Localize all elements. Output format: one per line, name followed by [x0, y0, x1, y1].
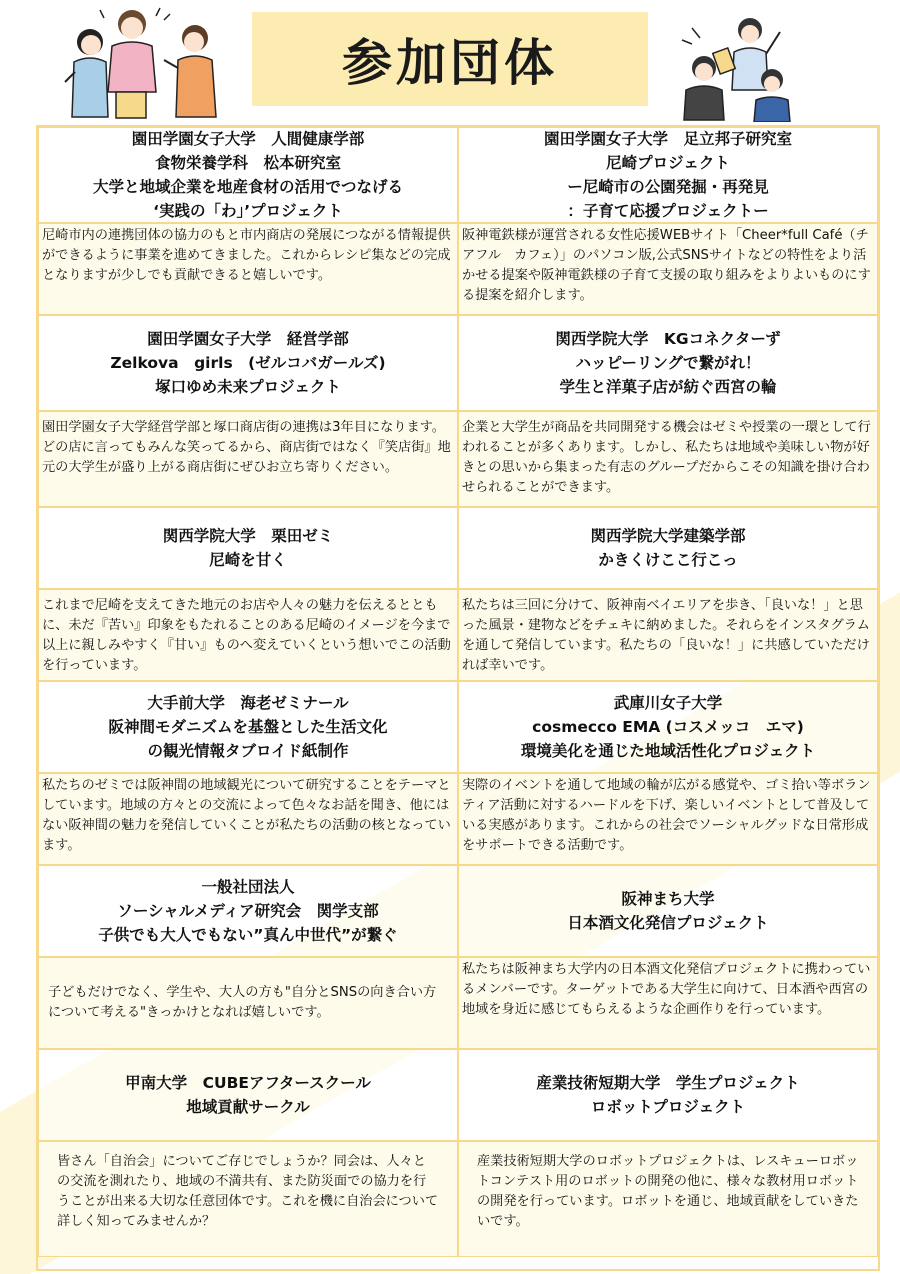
heading-line: 阪神まち大学 [621, 890, 715, 908]
heading-line: 関西学院大学 栗田ゼミ [162, 527, 334, 545]
heading-line: 甲南大学 CUBEアフタースクール [125, 1074, 371, 1092]
heading-line: の観光情報タブロイド紙制作 [147, 742, 349, 760]
org-heading [38, 315, 458, 411]
heading-line: ー尼崎市の公園発掘・再発見 [567, 178, 769, 196]
org-description: 企業と大学生が商品を共同開発する機会はゼミや授業の一環として行われることが多くあります。しかし、私たちは地域や美味しい物が好きとの思いから集まった有志のグループだからこその知識を掛け合わせられることができます。 [458, 411, 878, 507]
title-banner [252, 12, 648, 106]
people-chatting-illustration-icon [60, 2, 230, 120]
org-heading [458, 127, 878, 223]
heading-line: 子供でも大人でもない”真ん中世代”が繋ぐ [98, 926, 398, 944]
heading-line: 阪神間モダニズムを基盤とした生活文化 [108, 718, 388, 736]
org-description: 産業技術短期大学のロボットプロジェクトは、レスキューロボットコンテスト用のロボットの開発の他に、様々な教材用ロボットの開発を行っています。ロボットを通じ、地域貢献をしていきたいです。 [458, 1141, 878, 1257]
org-description: 尼崎市内の連携団体の協力のもと市内商店の発展につながる情報提供ができるように事業を進めてきました。これからレシピ集などの完成となりますが少しでも貢献できると嬉しいです。 [38, 223, 458, 315]
heading-line: 関西学院大学 KGコネクターず [555, 330, 781, 348]
heading-line: 日本酒文化発信プロジェクト [567, 914, 769, 932]
heading-line: ：子育て応援プロジェクトー [567, 202, 769, 220]
org-heading [38, 865, 458, 957]
org-heading [38, 1049, 458, 1141]
heading-line: 関西学院大学建築学部 [590, 527, 746, 545]
org-description [38, 957, 458, 1049]
org-heading [458, 315, 878, 411]
org-heading [38, 507, 458, 589]
heading-line: ソーシャルメディア研究会 関学支部 [117, 902, 379, 920]
heading-line: 産業技術短期大学 学生プロジェクト [536, 1074, 800, 1092]
heading-line: 園田学園女子大学 経営学部 [147, 330, 349, 348]
page-title: 参加団体 [342, 34, 558, 92]
heading-line: 地域貢献サークル [186, 1098, 310, 1116]
cheering-people-illustration-icon [672, 10, 812, 122]
heading-line: ‘実践の「わ」’プロジェクト [153, 202, 343, 220]
org-heading [38, 681, 458, 773]
org-description: 皆さん「自治会」についてご存じでしょうか？同会は、人々との交流を測れたり、地域の不満共有、また防災面での協力を行うことが出来る大切な任意団体です。これを機に自治会について詳しく知ってみませんか？ [38, 1141, 458, 1257]
org-description: 阪神電鉄様が運営される女性応援WEBサイト「Cheer*full Café（チアフル カフェ）」のパソコン版,公式SNSサイトなどの特性をより活かせる提案や阪神電鉄様の子育て支援の取り組みをよりよいものにする提案を紹介します。 [458, 223, 878, 315]
heading-line: 環境美化を通じた地域活性化プロジェクト [520, 742, 816, 760]
heading-line: ハッピーリングで繋がれ！ [575, 354, 761, 372]
org-heading [458, 1049, 878, 1141]
heading-line: 尼崎を甘く [209, 551, 287, 569]
org-description: 私たちは三回に分けて、阪神南ベイエリアを歩き、「良いな！」と思った風景・建物などをチェキに納めました。それらをインスタグラムを通して発信しています。私たちの「良いな！」に共感していただければ幸いです。 [458, 589, 878, 681]
heading-line: 園田学園女子大学 人間健康学部 [131, 130, 365, 148]
heading-line: 大手前大学 海老ゼミナール [147, 694, 349, 712]
heading-line: 食物栄養学科 松本研究室 [154, 154, 341, 172]
heading-line: 武庫川女子大学 [613, 694, 723, 712]
heading-line: 塚口ゆめ未来プロジェクト [155, 378, 341, 396]
org-heading [458, 681, 878, 773]
org-description: 園田学園女子大学経営学部と塚口商店街の連携は3年目になります。どの店に言ってもみんな笑ってるから、商店街ではなく『笑店街』地元の大学生が盛り上がる商店街にぜひお立ち寄りください。 [38, 411, 458, 507]
heading-line: 尼崎プロジェクト [606, 154, 730, 172]
org-description: 私たちのゼミでは阪神間の地域観光について研究することをテーマとしています。地域の方々との交流によって色々なお話を聞き、他にはない阪神間の魅力を発信していくことが私たちの活動の核となっています。 [38, 773, 458, 865]
heading-line: 学生と洋菓子店が紡ぐ西宮の輪 [559, 378, 777, 396]
header [0, 0, 900, 125]
org-description: 実際のイベントを通して地域の輪が広がる感覚や、ゴミ拾い等ボランティア活動に対するハードルを下げ、楽しいイベントとして普及している実感があります。これからの社会でソーシャルグッドな日常形成をサポートできる活動です。 [458, 773, 878, 865]
heading-line: Zelkova girls (ゼルコバガールズ) [110, 354, 386, 372]
heading-line: cosmecco EMA (コスメッコ エマ) [532, 718, 804, 736]
heading-line: 大学と地域企業を地産食材の活用でつなげる [92, 178, 403, 196]
org-heading [38, 127, 458, 223]
org-heading [458, 507, 878, 589]
heading-line: ロボットプロジェクト [590, 1098, 746, 1116]
org-description: これまで尼崎を支えてきた地元のお店や人々の魅力を伝えるとともに、未だ『苦い』印象をもたれることのある尼崎のイメージを今まで以上に親しみやすく『甘い』ものへ変えていくという想いでこの活動を行っています。 [38, 589, 458, 681]
heading-line: 園田学園女子大学 足立邦子研究室 [543, 130, 792, 148]
org-description-text: 子どもだけでなく、学生や、大人の方も"自分とSNSの向き合い方について考える"きっかけとなれば嬉しいです。 [48, 985, 437, 1020]
heading-line: 一般社団法人 [201, 878, 295, 896]
organizations-grid [36, 125, 880, 1271]
org-heading [458, 865, 878, 957]
org-description: 私たちは阪神まち大学内の日本酒文化発信プロジェクトに携わっているメンバーです。ターゲットである大学生に向けて、日本酒や西宮の地域を身近に感じてもらえるような企画作りを行っています。 [458, 957, 878, 1049]
heading-line: かきくけここ行こっ [598, 551, 738, 569]
